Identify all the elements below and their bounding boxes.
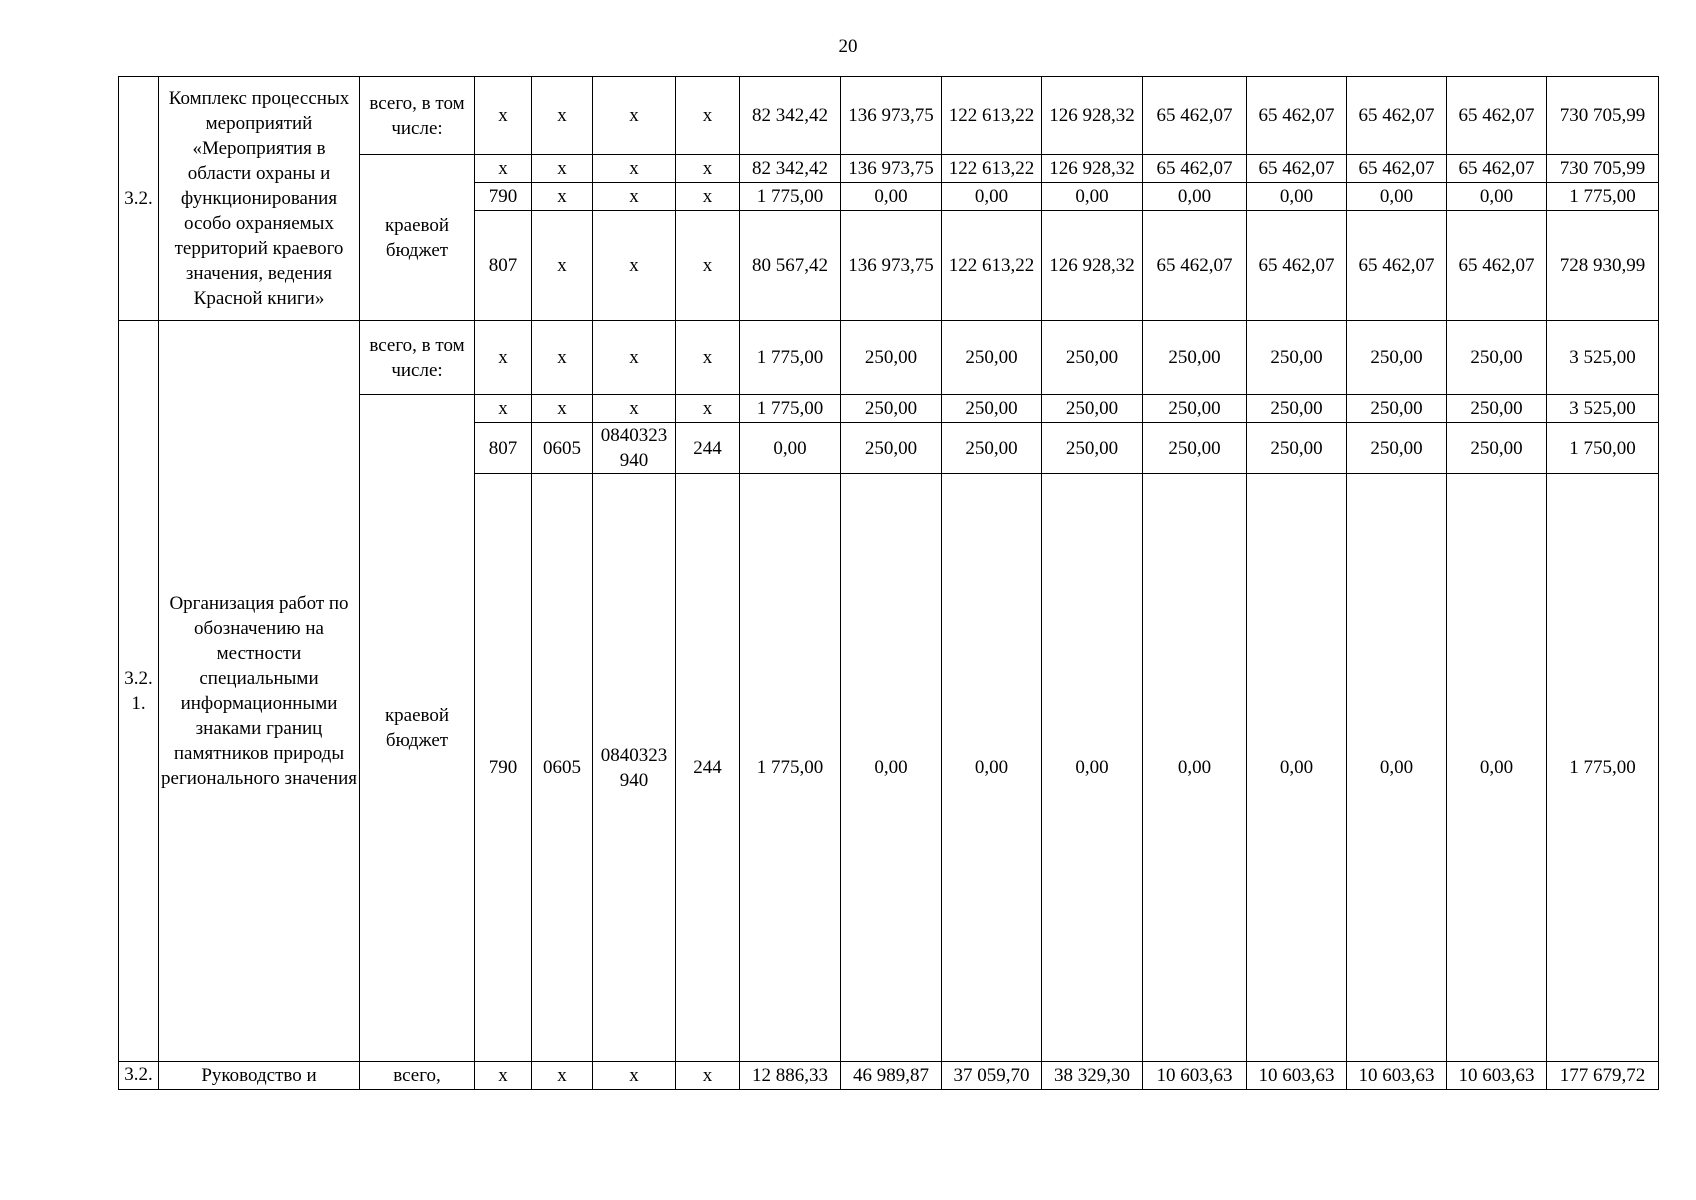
amount-2026: 65 462,07 xyxy=(1143,211,1247,321)
code-csr: х xyxy=(593,321,676,395)
amount-2029: 250,00 xyxy=(1447,395,1547,423)
amount-2022: 82 342,42 xyxy=(740,77,841,155)
funding-source: всего, xyxy=(360,1062,475,1090)
funding-source: краевой бюджет xyxy=(360,395,475,1062)
code-vr: х xyxy=(676,183,740,211)
amount-2027: 65 462,07 xyxy=(1247,211,1347,321)
amount-2028: 10 603,63 xyxy=(1347,1062,1447,1090)
code-vr: х xyxy=(676,155,740,183)
amount-2025: 250,00 xyxy=(1042,395,1143,423)
item-number: 3.2. xyxy=(119,1062,159,1090)
amount-2026: 10 603,63 xyxy=(1143,1062,1247,1090)
amount-2028: 250,00 xyxy=(1347,321,1447,395)
amount-2028: 65 462,07 xyxy=(1347,77,1447,155)
amount-2027: 65 462,07 xyxy=(1247,77,1347,155)
amount-2025: 126 928,32 xyxy=(1042,77,1143,155)
amount-2023: 0,00 xyxy=(841,474,942,1062)
amount-2029: 250,00 xyxy=(1447,321,1547,395)
amount-2024: 250,00 xyxy=(942,321,1042,395)
amount-2025: 126 928,32 xyxy=(1042,155,1143,183)
amount-2027: 0,00 xyxy=(1247,474,1347,1062)
funding-source: всего, в том числе: xyxy=(360,77,475,155)
amount-2029: 65 462,07 xyxy=(1447,77,1547,155)
amount-2029: 0,00 xyxy=(1447,183,1547,211)
amount-2029: 0,00 xyxy=(1447,474,1547,1062)
code-grbs: 790 xyxy=(475,183,532,211)
amount-2026: 250,00 xyxy=(1143,423,1247,474)
amount-2026: 0,00 xyxy=(1143,183,1247,211)
amount-2029: 65 462,07 xyxy=(1447,155,1547,183)
code-vr: х xyxy=(676,321,740,395)
amount-2027: 250,00 xyxy=(1247,395,1347,423)
amount-2025: 250,00 xyxy=(1042,321,1143,395)
amount-2028: 250,00 xyxy=(1347,395,1447,423)
amount-2029: 10 603,63 xyxy=(1447,1062,1547,1090)
amount-2023: 250,00 xyxy=(841,395,942,423)
amount-2026: 250,00 xyxy=(1143,321,1247,395)
amount-2022: 1 775,00 xyxy=(740,395,841,423)
amount-2022: 0,00 xyxy=(740,423,841,474)
amount-2023: 0,00 xyxy=(841,183,942,211)
code-rzpr: х xyxy=(532,395,593,423)
table-row xyxy=(119,321,1659,395)
amount-total: 730 705,99 xyxy=(1547,155,1659,183)
amount-2022: 1 775,00 xyxy=(740,474,841,1062)
amount-2025: 250,00 xyxy=(1042,423,1143,474)
code-csr: х xyxy=(593,1062,676,1090)
amount-2024: 0,00 xyxy=(942,183,1042,211)
code-vr: х xyxy=(676,211,740,321)
amount-2022: 1 775,00 xyxy=(740,321,841,395)
code-rzpr: х xyxy=(532,211,593,321)
code-vr: 244 xyxy=(676,474,740,1062)
amount-2023: 46 989,87 xyxy=(841,1062,942,1090)
item-name: Организация работ по обозначению на местности специальными информационными знаками границ памятников природы регионального значения xyxy=(159,321,360,1062)
amount-total: 177 679,72 xyxy=(1547,1062,1659,1090)
budget-table xyxy=(118,76,1659,1090)
code-rzpr: 0605 xyxy=(532,474,593,1062)
amount-2027: 250,00 xyxy=(1247,321,1347,395)
amount-2023: 136 973,75 xyxy=(841,211,942,321)
code-grbs: х xyxy=(475,1062,532,1090)
code-vr: х xyxy=(676,1062,740,1090)
code-rzpr: х xyxy=(532,77,593,155)
amount-2027: 10 603,63 xyxy=(1247,1062,1347,1090)
amount-2024: 0,00 xyxy=(942,474,1042,1062)
amount-total: 728 930,99 xyxy=(1547,211,1659,321)
amount-total: 1 750,00 xyxy=(1547,423,1659,474)
code-grbs: х xyxy=(475,395,532,423)
amount-2023: 136 973,75 xyxy=(841,77,942,155)
amount-2024: 250,00 xyxy=(942,395,1042,423)
amount-2028: 0,00 xyxy=(1347,183,1447,211)
item-number: 3.2. xyxy=(119,77,159,321)
code-csr: 0840323 940 xyxy=(593,474,676,1062)
funding-source: всего, в том числе: xyxy=(360,321,475,395)
code-grbs: 807 xyxy=(475,211,532,321)
item-name: Комплекс процессных мероприятий «Мероприятия в области охраны и функционирования особо охраняемых территорий краевого значения, ведения Красной книги» xyxy=(159,77,360,321)
code-rzpr: 0605 xyxy=(532,423,593,474)
amount-2025: 38 329,30 xyxy=(1042,1062,1143,1090)
amount-2024: 37 059,70 xyxy=(942,1062,1042,1090)
amount-2026: 0,00 xyxy=(1143,474,1247,1062)
amount-2027: 65 462,07 xyxy=(1247,155,1347,183)
code-grbs: х xyxy=(475,155,532,183)
amount-2028: 65 462,07 xyxy=(1347,155,1447,183)
amount-2022: 12 886,33 xyxy=(740,1062,841,1090)
table-row xyxy=(119,77,1659,155)
amount-2023: 250,00 xyxy=(841,423,942,474)
amount-2028: 65 462,07 xyxy=(1347,211,1447,321)
amount-2026: 65 462,07 xyxy=(1143,77,1247,155)
code-grbs: 790 xyxy=(475,474,532,1062)
amount-total: 1 775,00 xyxy=(1547,183,1659,211)
code-grbs: х xyxy=(475,77,532,155)
amount-2022: 1 775,00 xyxy=(740,183,841,211)
code-vr: 244 xyxy=(676,423,740,474)
amount-2026: 250,00 xyxy=(1143,395,1247,423)
code-vr: х xyxy=(676,77,740,155)
item-name: Руководство и xyxy=(159,1062,360,1090)
amount-total: 3 525,00 xyxy=(1547,395,1659,423)
amount-2023: 136 973,75 xyxy=(841,155,942,183)
code-rzpr: х xyxy=(532,1062,593,1090)
amount-2026: 65 462,07 xyxy=(1143,155,1247,183)
amount-2022: 82 342,42 xyxy=(740,155,841,183)
amount-2024: 250,00 xyxy=(942,423,1042,474)
code-grbs: 807 xyxy=(475,423,532,474)
code-rzpr: х xyxy=(532,155,593,183)
amount-2022: 80 567,42 xyxy=(740,211,841,321)
amount-2024: 122 613,22 xyxy=(942,77,1042,155)
amount-2029: 250,00 xyxy=(1447,423,1547,474)
amount-2024: 122 613,22 xyxy=(942,211,1042,321)
code-csr: х xyxy=(593,77,676,155)
amount-2025: 0,00 xyxy=(1042,474,1143,1062)
amount-2028: 250,00 xyxy=(1347,423,1447,474)
amount-total: 3 525,00 xyxy=(1547,321,1659,395)
amount-total: 1 775,00 xyxy=(1547,474,1659,1062)
code-csr: х xyxy=(593,183,676,211)
amount-2028: 0,00 xyxy=(1347,474,1447,1062)
amount-2025: 126 928,32 xyxy=(1042,211,1143,321)
amount-total: 730 705,99 xyxy=(1547,77,1659,155)
amount-2027: 250,00 xyxy=(1247,423,1347,474)
amount-2025: 0,00 xyxy=(1042,183,1143,211)
amount-2023: 250,00 xyxy=(841,321,942,395)
code-grbs: х xyxy=(475,321,532,395)
code-csr: х xyxy=(593,155,676,183)
code-csr: х xyxy=(593,211,676,321)
amount-2029: 65 462,07 xyxy=(1447,211,1547,321)
code-csr: 0840323 940 xyxy=(593,423,676,474)
page-number: 20 xyxy=(838,36,858,57)
code-rzpr: х xyxy=(532,183,593,211)
item-number: 3.2. 1. xyxy=(119,321,159,1062)
table-row xyxy=(119,1062,1659,1090)
code-rzpr: х xyxy=(532,321,593,395)
amount-2024: 122 613,22 xyxy=(942,155,1042,183)
code-vr: х xyxy=(676,395,740,423)
code-csr: х xyxy=(593,395,676,423)
amount-2027: 0,00 xyxy=(1247,183,1347,211)
funding-source: краевой бюджет xyxy=(360,155,475,321)
